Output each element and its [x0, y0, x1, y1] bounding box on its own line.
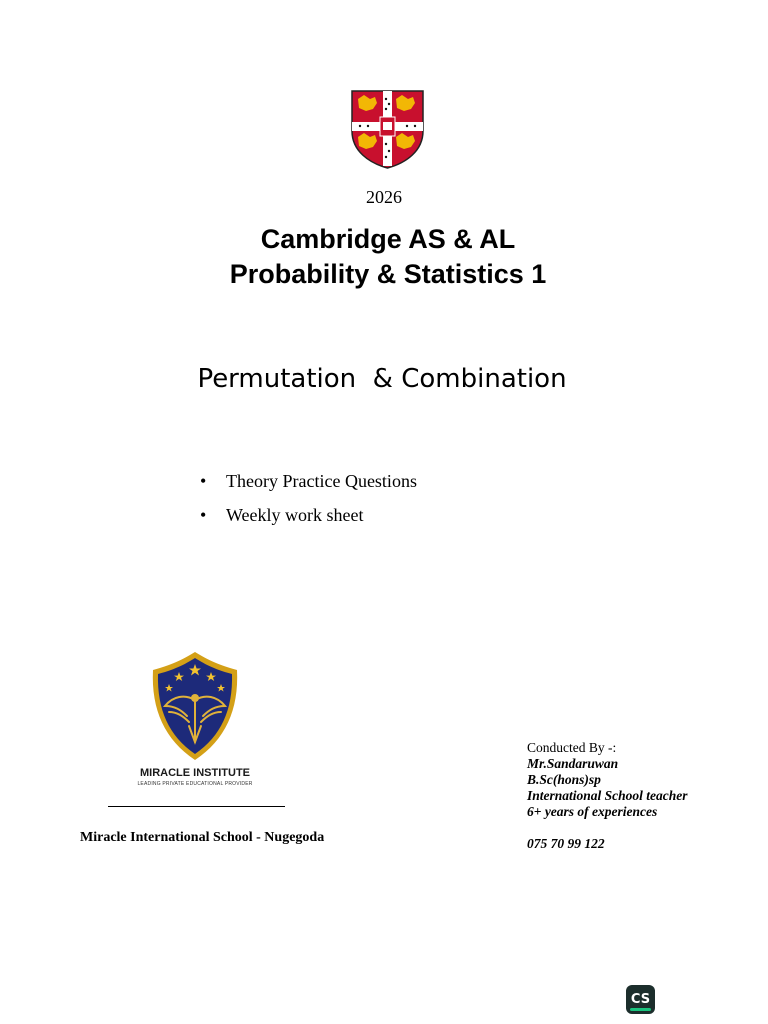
badge-bar: [630, 1008, 651, 1011]
miracle-institute-logo-icon: [145, 650, 245, 762]
list-item-text: Theory Practice Questions: [226, 471, 417, 491]
page-title-line1: Cambridge AS & AL: [260, 224, 516, 254]
teacher-phone: 075 70 99 122: [527, 836, 605, 851]
institute-tagline: LEADING PRIVATE EDUCATIONAL PROVIDER: [137, 781, 253, 787]
teacher-name: Mr.Sandaruwan: [527, 756, 619, 771]
institute-name: MIRACLE INSTITUTE: [140, 767, 250, 779]
topic-heading: Permutation & Combination: [197, 364, 567, 394]
teacher-degree: B.Sc(hons)sp: [527, 772, 601, 787]
teacher-experience: 6+ years of experiences: [527, 804, 658, 819]
bullet-icon: •: [200, 505, 207, 525]
year-label: 2026: [366, 187, 402, 207]
divider: [108, 806, 285, 807]
bullet-icon: •: [200, 471, 207, 491]
cambridge-crest-icon: [350, 89, 425, 169]
school-name: Miracle International School - Nugegoda: [80, 830, 325, 845]
camscanner-badge-icon: [626, 985, 655, 1014]
list-item-text: Weekly work sheet: [226, 505, 364, 525]
list-item: [200, 468, 417, 502]
bullet-list: [200, 468, 417, 536]
list-item: [200, 502, 417, 536]
teacher-role: International School teacher: [527, 788, 688, 803]
teacher-info: [527, 740, 688, 820]
conducted-by-label: Conducted By -:: [527, 740, 617, 755]
badge-label: CS: [630, 992, 651, 1007]
page-title-line2: Probability & Statistics 1: [229, 259, 547, 289]
